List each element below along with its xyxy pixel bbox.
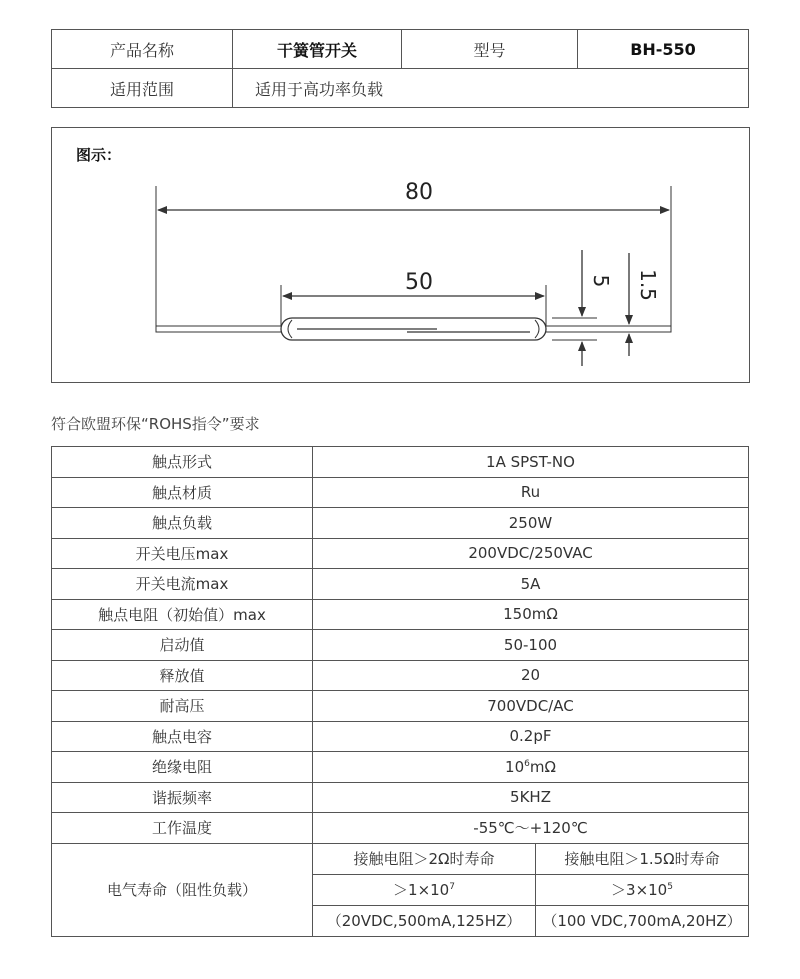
life-col1-header: 接触电阻＞2Ω时寿命: [313, 843, 536, 874]
life-row-header: [52, 843, 749, 874]
spec-key: 触点电阻（初始值）max: [52, 599, 313, 630]
spec-value: 700VDC/AC: [313, 691, 749, 722]
spec-value: 250W: [313, 508, 749, 539]
spec-row: [52, 630, 749, 661]
life-col1-exp: 7: [449, 882, 455, 892]
spec-value-unit: mΩ: [529, 757, 556, 776]
spec-key: 工作温度: [52, 813, 313, 844]
spec-key: 开关电流max: [52, 569, 313, 600]
life-col2-value: [536, 874, 749, 905]
spec-row: [52, 691, 749, 722]
dim-lead-label: 1.5: [636, 269, 660, 301]
spec-key: 触点形式: [52, 447, 313, 478]
spec-value: 50-100: [313, 630, 749, 661]
spec-value: 0.2pF: [313, 721, 749, 752]
spec-value-exp: 6: [524, 758, 530, 769]
spec-value: 200VDC/250VAC: [313, 538, 749, 569]
spec-row: [52, 721, 749, 752]
spec-row: [52, 569, 749, 600]
spec-table-body: [52, 447, 749, 844]
lead-left: [156, 326, 286, 332]
spec-value: 150mΩ: [313, 599, 749, 630]
rohs-note: 符合欧盟环保“ROHS指令”要求: [51, 415, 260, 433]
scope-value: 适用于高功率负载: [233, 69, 749, 108]
spec-row: [52, 477, 749, 508]
spec-value: 1A SPST-NO: [313, 447, 749, 478]
dimension-figure: [51, 127, 750, 383]
spec-row: [52, 599, 749, 630]
life-col1-condition: （20VDC,500mA,125HZ）: [313, 905, 536, 936]
header-row-product: [52, 30, 749, 69]
product-name-value: 干簧管开关: [233, 30, 402, 69]
life-col2-base: ＞3×10: [611, 881, 668, 899]
spec-key: 触点电容: [52, 721, 313, 752]
spec-key: 耐高压: [52, 691, 313, 722]
spec-row: [52, 752, 749, 783]
lead-right: [541, 326, 671, 332]
spec-row: [52, 447, 749, 478]
dim-body-label: 50: [405, 270, 433, 295]
dim-total-label: 80: [405, 180, 433, 205]
spec-value: -55℃～+120℃: [313, 813, 749, 844]
spec-value: 5KHZ: [313, 782, 749, 813]
spec-row: [52, 813, 749, 844]
spec-row: [52, 508, 749, 539]
figure-label: 图示：: [76, 146, 122, 164]
life-section: [52, 843, 749, 936]
scope-label: 适用范围: [52, 69, 233, 108]
model-value: BH-550: [578, 30, 749, 69]
model-label: 型号: [402, 30, 578, 69]
spec-row: [52, 782, 749, 813]
life-col2-exp: 5: [667, 882, 673, 892]
spec-key: 谐振频率: [52, 782, 313, 813]
spec-table: [51, 446, 749, 937]
life-col2-condition: （100 VDC,700mA,20HZ）: [536, 905, 749, 936]
spec-key: 启动值: [52, 630, 313, 661]
spec-value-base: 10: [505, 757, 525, 776]
spec-key: 绝缘电阻: [52, 752, 313, 783]
spec-row: [52, 660, 749, 691]
dim-diameter-label: 5: [589, 274, 613, 288]
spec-value: 20: [313, 660, 749, 691]
spec-key: 释放值: [52, 660, 313, 691]
life-key: 电气寿命（阻性负载）: [52, 843, 313, 936]
spec-value: [313, 752, 749, 783]
header-row-scope: [52, 69, 749, 108]
spec-value: 5A: [313, 569, 749, 600]
spec-value: Ru: [313, 477, 749, 508]
life-col1-base: ＞1×10: [393, 881, 450, 899]
spec-key: 开关电压max: [52, 538, 313, 569]
life-col2-header: 接触电阻＞1.5Ω时寿命: [536, 843, 749, 874]
reed-switch-drawing: [52, 128, 749, 382]
product-header-table: [51, 29, 749, 108]
spec-key: 触点材质: [52, 477, 313, 508]
product-name-label: 产品名称: [52, 30, 233, 69]
life-col1-value: [313, 874, 536, 905]
spec-key: 触点负载: [52, 508, 313, 539]
spec-row: [52, 538, 749, 569]
